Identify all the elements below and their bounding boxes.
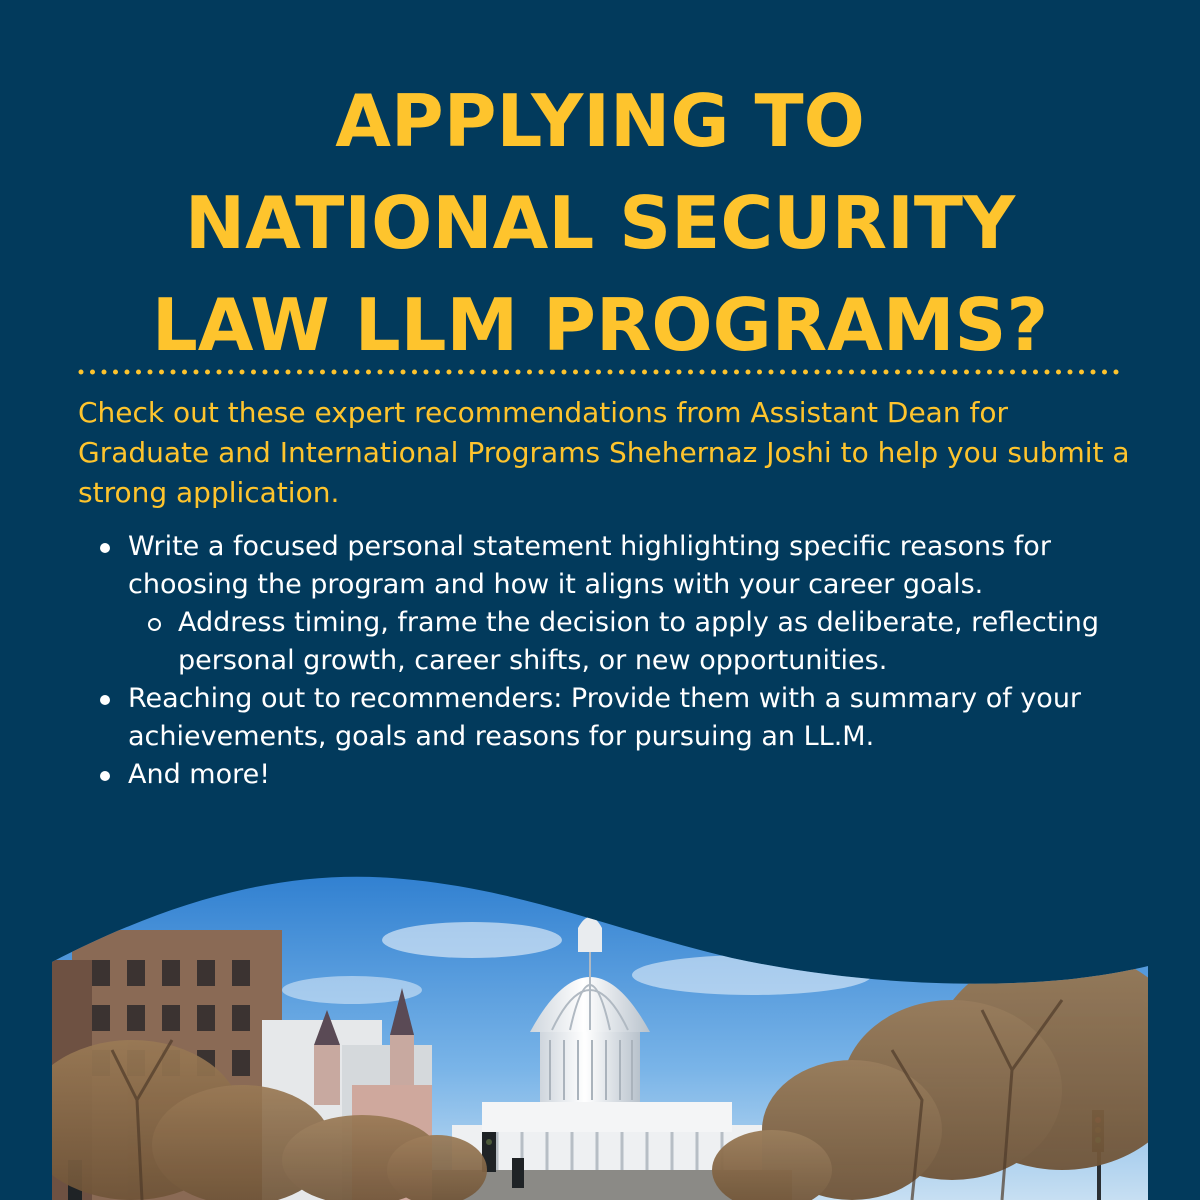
bullet-dot-icon [100, 695, 110, 705]
hollow-bullet-icon [148, 618, 161, 631]
list-item-text: And more! [128, 759, 271, 790]
list-item [98, 680, 1138, 756]
headline [0, 70, 1200, 376]
headline-line-3: LAW LLM PROGRAMS? [151, 283, 1049, 367]
sub-list-item [178, 604, 1138, 680]
list-item-text: Reaching out to recommenders: Provide them with a summary of your achievements, goals and reasons for pursuing an LL.M. [128, 683, 1082, 752]
capitol-street-photo [52, 870, 1148, 1200]
dotted-divider [78, 368, 1122, 376]
bullet-dot-icon [100, 543, 110, 553]
bullet-dot-icon [100, 771, 110, 781]
list-item [98, 528, 1138, 680]
list-item [98, 756, 1138, 794]
sub-list-item-text: Address timing, frame the decision to apply as deliberate, reflecting personal growth, career shifts, or new opportunities. [178, 607, 1100, 676]
headline-line-1: APPLYING TO [335, 79, 865, 163]
sub-list [128, 604, 1138, 680]
headline-line-2: NATIONAL SECURITY [184, 181, 1016, 265]
recommendations-list [98, 528, 1138, 794]
intro-paragraph: Check out these expert recommendations from Assistant Dean for Graduate and International Programs Shehernaz Joshi to help you submit a strong application. [78, 396, 1130, 509]
list-item-text: Write a focused personal statement highlighting specific reasons for choosing the program and how it aligns with your career goals. [128, 531, 1051, 600]
